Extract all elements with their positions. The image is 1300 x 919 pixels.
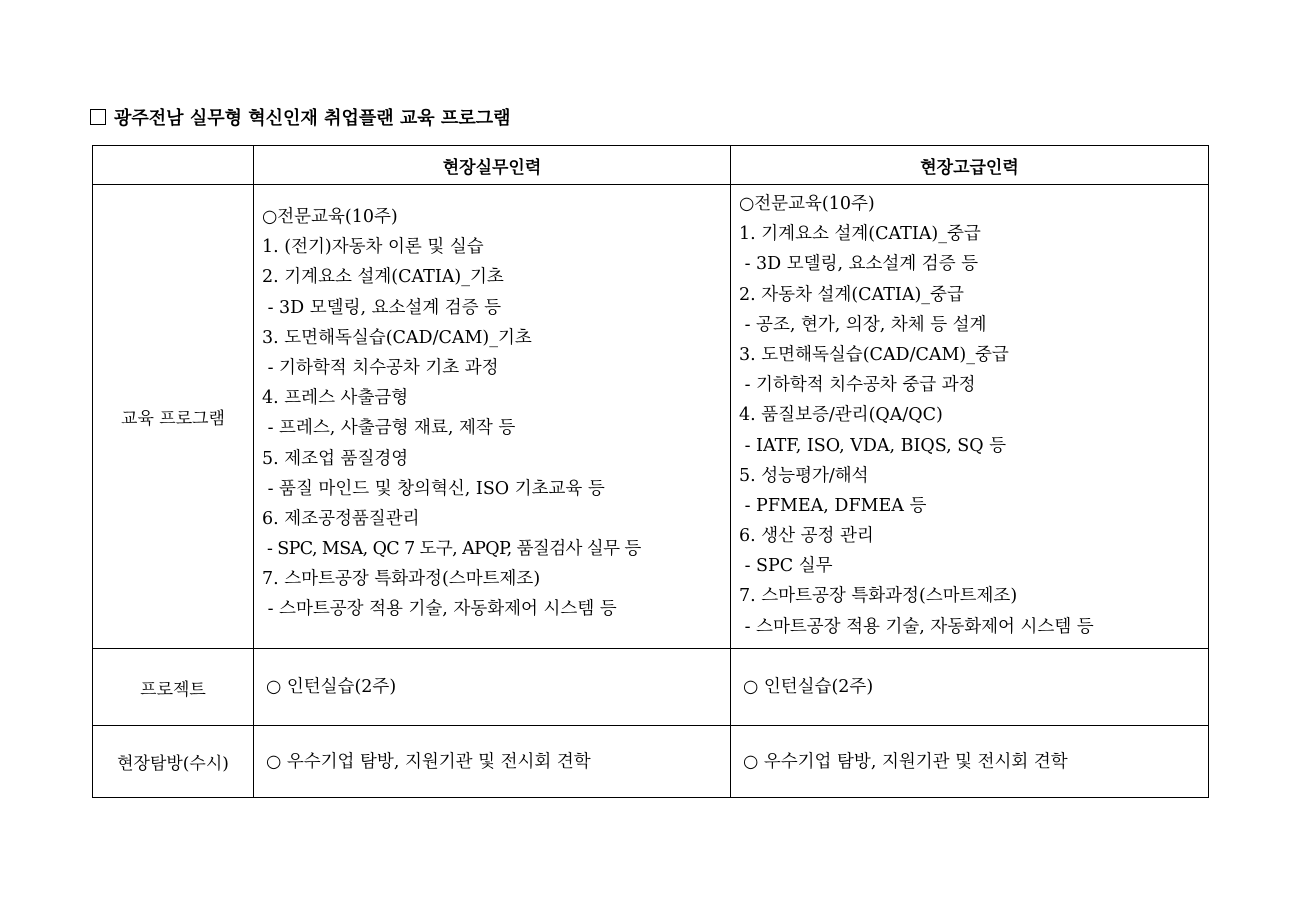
document-title <box>90 106 510 132</box>
list-item: 7. 스마트공장 특화과정(스마트제조) <box>262 569 541 590</box>
site-visit-cell-field: ○ 우수기업 탐방, 지원기관 및 전시회 견학 <box>254 726 731 798</box>
list-item: 5. 제조업 품질경영 <box>262 448 409 469</box>
row-label-education: 교육 프로그램 <box>93 185 254 649</box>
list-item: - SPC 실무 <box>739 556 833 577</box>
list-item: 1. 기계요소 설계(CATIA)_중급 <box>739 224 981 245</box>
header-empty-cell <box>93 146 254 185</box>
list-item: 4. 프레스 사출금형 <box>262 388 409 409</box>
list-item: 1. (전기)자동차 이론 및 실습 <box>262 237 484 258</box>
list-item: - 품질 마인드 및 창의혁신, ISO 기초교육 등 <box>262 478 605 499</box>
table-row-site-visit <box>93 726 1209 798</box>
checkbox-square-icon <box>90 109 106 125</box>
list-item: 2. 자동차 설계(CATIA)_중급 <box>739 284 964 305</box>
list-item: - IATF, ISO, VDA, BIQS, SQ 등 <box>739 435 1007 456</box>
education-cell-advanced <box>731 185 1209 649</box>
row-label-site-visit: 현장탐방(수시) <box>93 726 254 798</box>
list-item: - SPC, MSA, QC 7 도구, APQP, 품질검사 실무 등 <box>262 539 641 560</box>
row-label-project: 프로젝트 <box>93 649 254 726</box>
project-cell-field: ○ 인턴실습(2주) <box>254 649 731 726</box>
list-item: - 기하학적 치수공차 기초 과정 <box>262 357 499 378</box>
list-item: 5. 성능평가/해석 <box>739 465 869 486</box>
program-table <box>92 145 1209 798</box>
list-item: 4. 품질보증/관리(QA/QC) <box>739 405 943 426</box>
table-row-project <box>93 649 1209 726</box>
list-item: - 3D 모델링, 요소설계 검증 등 <box>739 254 979 275</box>
list-item: - 스마트공장 적용 기술, 자동화제어 시스템 등 <box>262 599 617 620</box>
document-title-text: 광주전남 실무형 혁신인재 취업플랜 교육 프로그램 <box>114 108 511 129</box>
education-cell-field <box>254 185 731 649</box>
list-item: 7. 스마트공장 특화과정(스마트제조) <box>739 586 1018 607</box>
table-row-education <box>93 185 1209 649</box>
list-item: 3. 도면해독실습(CAD/CAM)_기초 <box>262 327 532 348</box>
list-item: 2. 기계요소 설계(CATIA)_기초 <box>262 267 504 288</box>
list-item: 6. 제조공정품질관리 <box>262 508 420 529</box>
list-item: ○전문교육(10주) <box>739 194 875 214</box>
list-item: - 기하학적 치수공차 중급 과정 <box>739 375 976 396</box>
education-list-field <box>254 185 730 625</box>
header-field-workforce: 현장실무인력 <box>254 146 731 185</box>
list-item: 6. 생산 공정 관리 <box>739 526 874 547</box>
list-item: 3. 도면해독실습(CAD/CAM)_중급 <box>739 344 1009 365</box>
header-advanced-workforce: 현장고급인력 <box>731 146 1209 185</box>
list-item: - 공조, 현가, 의장, 차체 등 설계 <box>739 314 987 335</box>
list-item: - 프레스, 사출금형 재료, 제작 등 <box>262 418 516 439</box>
project-cell-advanced: ○ 인턴실습(2주) <box>731 649 1209 726</box>
site-visit-cell-advanced: ○ 우수기업 탐방, 지원기관 및 전시회 견학 <box>731 726 1209 798</box>
table-header-row <box>93 146 1209 185</box>
list-item: ○전문교육(10주) <box>262 207 398 227</box>
list-item: - 3D 모델링, 요소설계 검증 등 <box>262 297 502 318</box>
education-list-advanced <box>731 185 1208 642</box>
list-item: - 스마트공장 적용 기술, 자동화제어 시스템 등 <box>739 616 1094 637</box>
list-item: - PFMEA, DFMEA 등 <box>739 495 927 516</box>
